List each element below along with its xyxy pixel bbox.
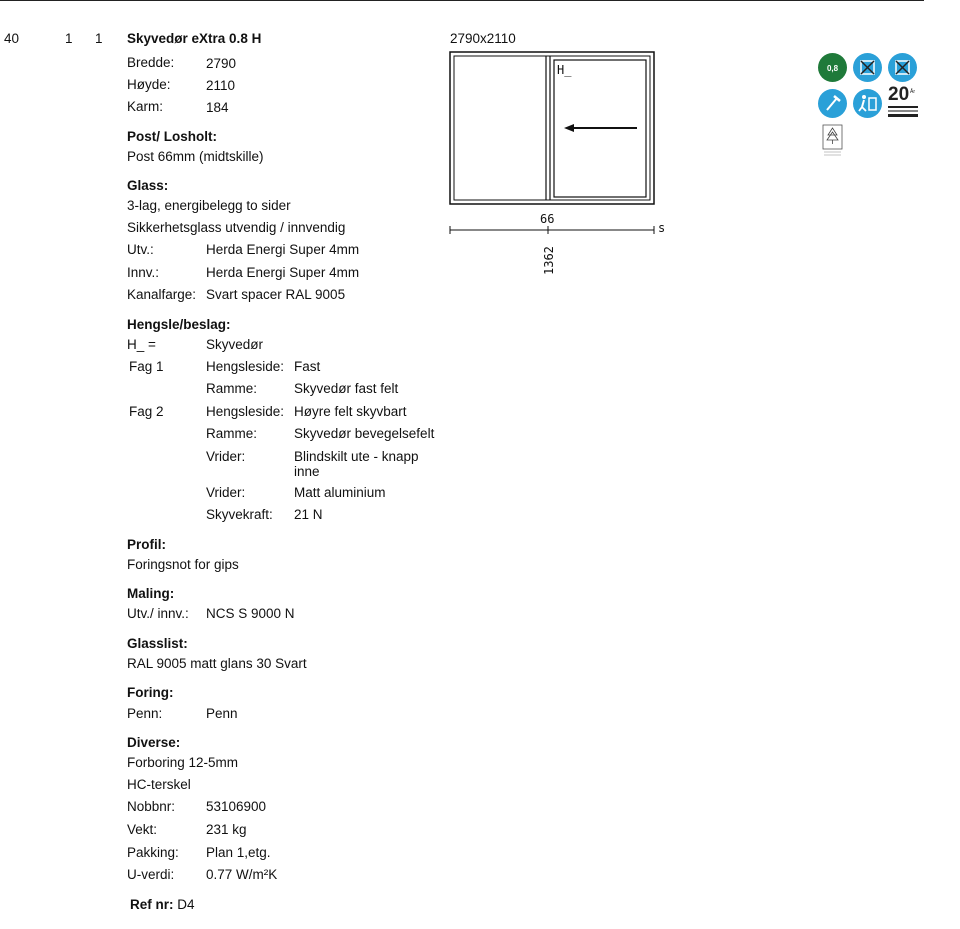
position-number: 40 (4, 31, 20, 46)
crossed-box-icon (888, 53, 917, 82)
dim-label: Bredde: (127, 55, 175, 70)
ref-label: Ref nr: (130, 897, 174, 912)
top-rule (0, 0, 924, 1)
fag2-frame-label: Ramme: (206, 426, 258, 441)
fag2-label: Fag 2 (129, 404, 164, 419)
diverse-row-value: 53106900 (206, 799, 267, 814)
diverse-row-label: Nobbnr: (127, 799, 176, 814)
glass-value-text: 0,8 (826, 64, 839, 73)
glass-line-2: Sikkerhetsglass utvendig / innvendig (127, 220, 346, 235)
foring-value: Penn (206, 706, 238, 721)
product-size: 2790x2110 (450, 31, 516, 46)
glass-value-badge (818, 53, 847, 82)
guarantee-rule (888, 110, 918, 112)
foring-label: Penn: (127, 706, 163, 721)
post-heading: Post/ Losholt: (127, 129, 217, 144)
guarantee-suffix: År (910, 89, 915, 95)
hinge-mark-text: H_ (557, 63, 572, 77)
glass-row-label: Kanalfarge: (127, 287, 197, 302)
glasslist-heading: Glasslist: (127, 636, 188, 651)
post-text: Post 66mm (midtskille) (127, 149, 264, 164)
diverse-row-value: 0.77 W/m²K (206, 867, 278, 882)
hammer-icon (818, 89, 847, 118)
fag1-label: Fag 1 (129, 359, 164, 374)
fag1-side-value: Fast (294, 359, 321, 374)
crossed-box-icon (853, 53, 882, 82)
fsc-badge (822, 124, 843, 158)
diverse-heading: Diverse: (127, 735, 181, 750)
glass-row-value: Herda Energi Super 4mm (206, 265, 360, 280)
glass-heading: Glass: (127, 178, 169, 193)
door-drawing (440, 45, 680, 285)
guarantee-rule (888, 114, 918, 117)
guarantee-number: 20 (888, 84, 910, 105)
profil-text: Foringsnot for gips (127, 557, 239, 572)
dim-label: Karm: (127, 99, 164, 114)
quantity-1: 1 (65, 31, 73, 46)
diverse-row-value: Plan 1,etg. (206, 845, 271, 860)
no-water-badge (853, 53, 882, 82)
glass-row-label: Utv.: (127, 242, 154, 257)
maling-heading: Maling: (127, 586, 175, 601)
fag2-frame-value: Skyvedør bevegelsefelt (294, 426, 435, 441)
glass-row-label: Innv.: (127, 265, 160, 280)
dim-value: 2110 (206, 78, 236, 93)
diverse-row-label: Vekt: (127, 822, 158, 837)
fag2-vrider-value-cont: inne (294, 464, 320, 479)
fag1-frame-value: Skyvedør fast felt (294, 381, 399, 396)
diverse-row-label: U-verdi: (127, 867, 175, 882)
fag1-frame-label: Ramme: (206, 381, 258, 396)
fag2-vrider-value: Blindskilt ute - knapp (294, 449, 419, 464)
foring-heading: Foring: (127, 685, 174, 700)
fag2-side-value: Høyre felt skyvbart (294, 404, 407, 419)
hinges-heading: Hengsle/beslag: (127, 317, 231, 332)
maling-value: NCS S 9000 N (206, 606, 295, 621)
glass-line-1: 3-lag, energibelegg to sider (127, 198, 291, 213)
profil-heading: Profil: (127, 537, 166, 552)
glasslist-text: RAL 9005 matt glans 30 Svart (127, 656, 307, 671)
diverse-row-value: 231 kg (206, 822, 247, 837)
dim-label: Høyde: (127, 77, 171, 92)
glass-row-value: Herda Energi Super 4mm (206, 242, 360, 257)
fag2-force-value: 21 N (294, 507, 323, 522)
guarantee-rule (888, 106, 918, 108)
post-width-text: 66 (540, 212, 555, 226)
safety-badge (818, 89, 847, 118)
fag2-vrider-label: Vrider: (206, 449, 246, 464)
fag2-side-label: Hengsleside: (206, 404, 285, 419)
glass-row-value: Svart spacer RAL 9005 (206, 287, 346, 302)
hinge-mark-label: H_ = (127, 337, 156, 352)
exit-person-icon (853, 89, 882, 118)
guarantee-badge (886, 86, 920, 118)
side-label-text: s (658, 221, 666, 235)
diverse-line-1: Forboring 12-5mm (127, 755, 239, 770)
dim-value: 2790 (206, 56, 237, 71)
diverse-line-2: HC-terskel (127, 777, 191, 792)
fag2-force-label: Skyvekraft: (206, 507, 273, 522)
hinge-mark-value: Skyvedør (206, 337, 264, 352)
escape-badge (853, 89, 882, 118)
no-air-badge (888, 53, 917, 82)
maling-label: Utv./ innv.: (127, 606, 189, 621)
product-title: Skyvedør eXtra 0.8 H (127, 31, 262, 46)
ref-number (130, 897, 195, 912)
dim-value: 184 (206, 100, 229, 115)
quantity-2: 1 (95, 31, 103, 46)
fag2-vrider2-label: Vrider: (206, 485, 246, 500)
slide-arrowhead (564, 124, 574, 132)
fag1-side-label: Hengsleside: (206, 359, 285, 374)
fsc-tree-icon (822, 124, 843, 158)
ref-value: D4 (177, 897, 195, 912)
diverse-row-label: Pakking: (127, 845, 179, 860)
fag2-vrider2-value: Matt aluminium (294, 485, 386, 500)
sash-width-text: 1362 (542, 246, 556, 275)
